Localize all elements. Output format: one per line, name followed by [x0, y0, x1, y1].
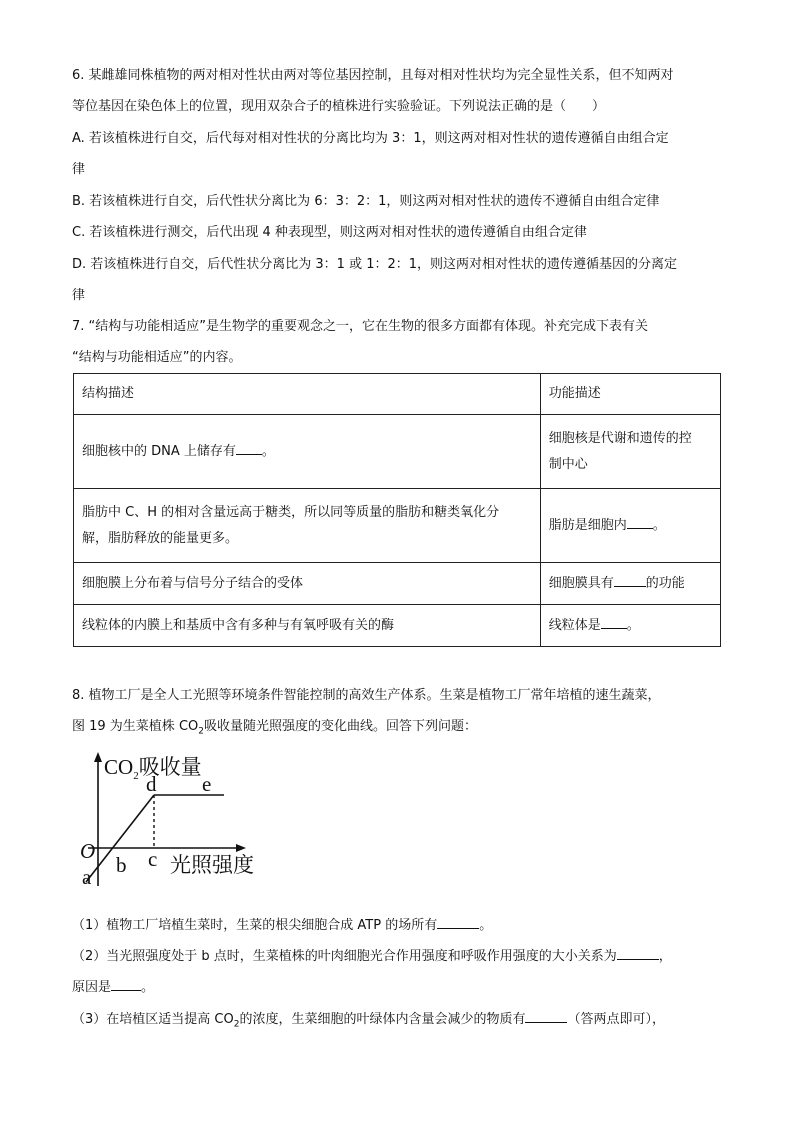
q8-sub2-blank [617, 946, 659, 960]
row1-function-line2: 制中心 [548, 456, 588, 472]
q8-sub3-mid: 的浓度，生菜细胞的叶绿体内含量会减少的物质有 [239, 1012, 526, 1027]
q8-sub2-reason-blank [111, 977, 141, 991]
q8-sub2-reason: 原因是 [72, 980, 112, 995]
point-e-label: e [202, 772, 212, 796]
q8-sub2 [72, 946, 672, 966]
q6-option-b: B. 若该植株进行自交，后代性状分离比为 6：3：2：1，则这两对相对性状的遗传不遵循自由组合定律 [72, 194, 660, 209]
row2-blank [627, 515, 653, 529]
row2-structure-line2: 解，脂肪释放的能量更多。 [82, 530, 239, 546]
q8-sub1-text: （1）植物工厂培植生菜时，生菜的根尖细胞合成 ATP 的场所有 [72, 918, 438, 933]
row3-function [540, 563, 720, 605]
co2-uptake-graph [78, 748, 258, 888]
point-c-label: c [148, 847, 158, 871]
row3-function-end: 的功能 [645, 575, 685, 591]
row4-structure: 线粒体的内膜上和基质中含有多种与有氧呼吸有关的酶 [74, 605, 541, 647]
point-a-label: a [82, 865, 92, 888]
table-header-row [74, 374, 721, 415]
table-row [74, 489, 721, 563]
point-d-label: d [146, 772, 157, 796]
q8-stem-subscript: 2 [198, 726, 204, 737]
row1-function-line1: 细胞核是代谢和遗传的控 [548, 430, 692, 446]
q6-stem-line1: 6. 某雌雄同株植物的两对相对性状由两对等位基因控制，且每对相对性状均为完全显性关系，但不知两对 [72, 68, 674, 83]
q7-stem-line1: 7. “结构与功能相适应”是生物学的重要观念之一，它在生物的很多方面都有体现。补充完成下表有关 [72, 319, 649, 334]
point-b-label: b [116, 853, 127, 877]
q6-option-a-line1: A. 若该植株进行自交，后代每对相对性状的分离比均为 3：1，则这两对相对性状的遗传遵循自由组合定 [72, 131, 669, 146]
x-axis-arrow [236, 844, 246, 852]
row2-structure-line1: 脂肪中 C、H 的相对含量远高于糖类，所以同等质量的脂肪和糖类氧化分 [82, 504, 500, 520]
row1-function [540, 415, 720, 489]
q8-stem-line2-end: 吸收量随光照强度的变化曲线。回答下列问题： [203, 719, 477, 734]
q8-stem-line1: 8. 植物工厂是全人工光照等环境条件智能控制的高效生产体系。生菜是植物工厂常年培植的速生蔬菜， [72, 688, 661, 703]
y-label-sub: 2 [133, 770, 139, 782]
q8-sub3-blank [525, 1009, 567, 1023]
structure-function-table [73, 373, 721, 647]
row1-structure-text: 细胞核中的 DNA 上储存有 [82, 443, 236, 459]
q8-sub2-line2 [72, 977, 154, 997]
row2-function-end: 。 [652, 517, 666, 533]
origin-label: O [80, 839, 96, 863]
table-row [74, 415, 721, 489]
row2-structure [74, 489, 541, 563]
table-row [74, 605, 721, 647]
row2-function [540, 489, 720, 563]
row3-function-text: 细胞膜具有 [548, 575, 614, 591]
q8-sub3-end: （答两点即可）， [567, 1012, 665, 1027]
q7-stem-line2: “结构与功能相适应”的内容。 [72, 350, 242, 365]
row4-function [540, 605, 720, 647]
table-row [74, 563, 721, 605]
q8-stem-line2-text: 图 19 为生菜植株 CO [72, 719, 199, 734]
row3-structure: 细胞膜上分布着与信号分子结合的受体 [74, 563, 541, 605]
q6-option-d-line2: 律 [72, 288, 86, 303]
q8-sub3-subscript: 2 [233, 1019, 240, 1030]
q8-sub2-text: （2）当光照强度处于 b 点时，生菜植株的叶肉细胞光合作用强度和呼吸作用强度的大小关系为 [72, 949, 617, 964]
header-structure: 结构描述 [74, 374, 541, 415]
q8-sub1-blank [437, 915, 479, 929]
row4-function-end: 。 [626, 617, 640, 633]
row2-function-text: 脂肪是细胞内 [548, 517, 627, 533]
q6-stem-line2: 等位基因在染色体上的位置，现用双杂合子的植株进行实验验证。下列说法正确的是（ ） [72, 99, 606, 114]
y-axis-arrow [94, 752, 102, 762]
row1-structure [74, 415, 541, 489]
x-axis-label: 光照强度 [170, 853, 254, 877]
q8-sub2-end: ， [658, 949, 672, 964]
q8-sub1-end: 。 [479, 918, 493, 933]
y-label-text: 吸收量 [138, 755, 202, 779]
q8-sub1 [72, 915, 492, 935]
q8-sub3-text: （3）在培植区适当提高 CO [72, 1012, 234, 1027]
q6-option-c: C. 若该植株进行测交，后代出现 4 种表现型，则这两对相对性状的遗传遵循自由组合定律 [72, 225, 587, 240]
row4-function-text: 线粒体是 [548, 617, 601, 633]
header-function: 功能描述 [540, 374, 720, 415]
row1-blank [236, 441, 262, 455]
q8-sub2-reason-end: 。 [141, 980, 155, 995]
y-label-co: CO [104, 755, 134, 779]
row4-blank [601, 615, 627, 629]
q8-sub3 [72, 1009, 665, 1034]
row1-structure-end: 。 [261, 443, 275, 459]
q6-option-d-line1: D. 若该植株进行自交，后代性状分离比为 3：1 或 1：2：1，则这两对相对性状的遗传遵循基因的分离定 [72, 257, 678, 272]
q8-stem-line2 [72, 718, 477, 741]
q6-option-a-line2: 律 [72, 162, 86, 177]
row3-blank [614, 573, 646, 587]
